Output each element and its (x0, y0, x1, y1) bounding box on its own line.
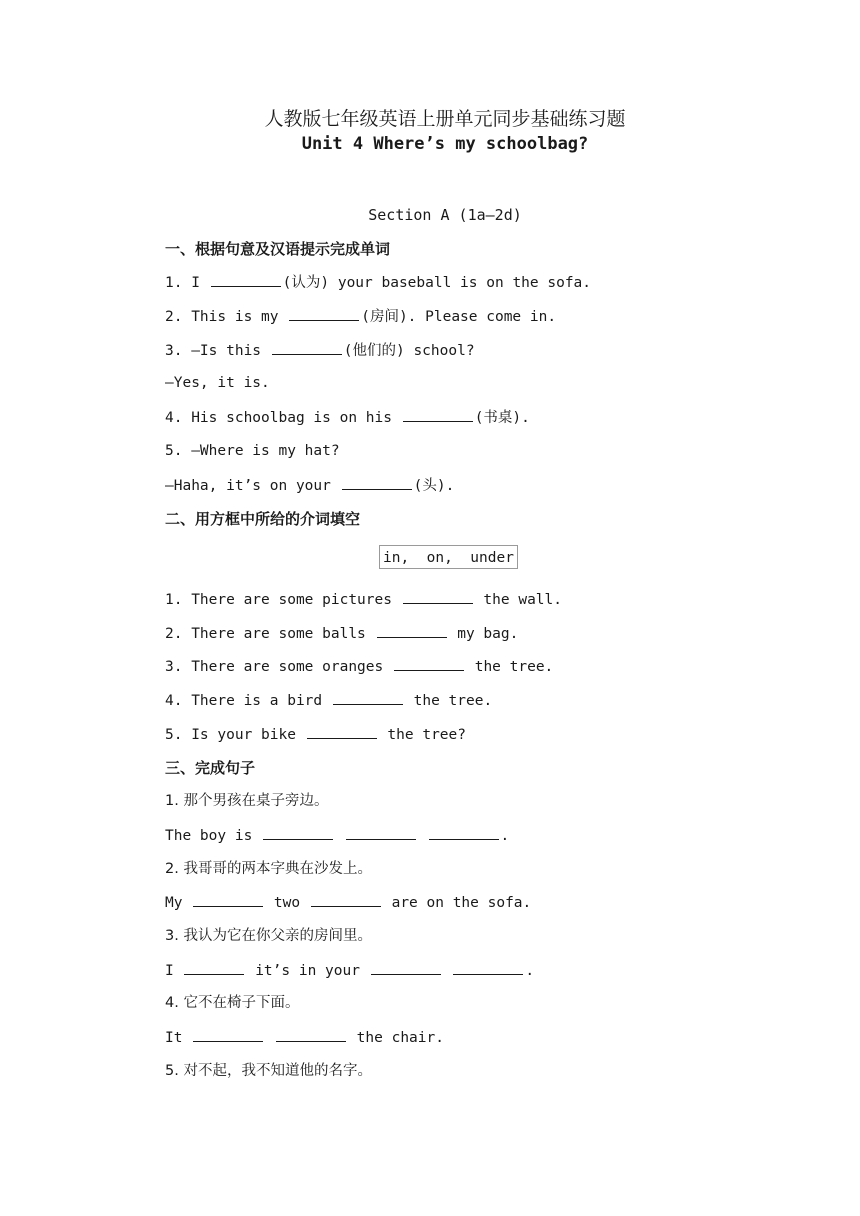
part3-heading: 三、完成句子 (165, 759, 256, 777)
part1-question-2: 2. This is my (房间). Please come in. (165, 306, 556, 327)
part1-heading: 一、根据句意及汉语提示完成单词 (165, 240, 391, 258)
part3-question-4-chinese: 4. 它不在椅子下面。 (165, 995, 300, 1011)
answer-blank[interactable] (276, 1027, 346, 1042)
answer-blank[interactable] (263, 825, 333, 840)
worksheet-title-english: Unit 4 Where’s my schoolbag? (301, 134, 589, 154)
section-title: Section A (1a—2d) (368, 206, 522, 224)
answer-blank[interactable] (403, 589, 473, 604)
answer-blank[interactable] (371, 960, 441, 975)
worksheet-title-chinese: 人教版七年级英语上册单元同步基础练习题 (264, 108, 626, 130)
part1-question-5: 5. —Where is my hat? (165, 443, 340, 459)
answer-blank[interactable] (346, 825, 416, 840)
part2-question-4: 4. There is a bird the tree. (165, 690, 492, 711)
part3-question-4-english: It the chair. (165, 1027, 444, 1048)
answer-blank[interactable] (429, 825, 499, 840)
word-box: in, on, under (379, 545, 518, 569)
answer-blank[interactable] (289, 306, 359, 321)
part3-question-2-chinese: 2. 我哥哥的两本字典在沙发上。 (165, 861, 372, 877)
part3-question-1-english: The boy is . (165, 825, 509, 846)
answer-blank[interactable] (453, 960, 523, 975)
part1-question-5-answer: —Haha, it’s on your (头). (165, 475, 454, 496)
answer-blank[interactable] (403, 407, 473, 422)
part3-question-3-english: I it’s in your . (165, 960, 534, 981)
part1-question-3-answer: —Yes, it is. (165, 375, 270, 391)
answer-blank[interactable] (311, 892, 381, 907)
part2-question-5: 5. Is your bike the tree? (165, 724, 466, 745)
part2-question-3: 3. There are some oranges the tree. (165, 656, 553, 677)
answer-blank[interactable] (211, 272, 281, 287)
answer-blank[interactable] (377, 623, 447, 638)
answer-blank[interactable] (193, 1027, 263, 1042)
part3-question-2-english: My two are on the sofa. (165, 892, 531, 913)
part2-heading: 二、用方框中所给的介词填空 (165, 510, 361, 528)
answer-blank[interactable] (193, 892, 263, 907)
answer-blank[interactable] (333, 690, 403, 705)
answer-blank[interactable] (307, 724, 377, 739)
part3-question-1-chinese: 1. 那个男孩在桌子旁边。 (165, 793, 329, 809)
answer-blank[interactable] (394, 656, 464, 671)
answer-blank[interactable] (272, 340, 342, 355)
part1-question-1: 1. I (认为) your baseball is on the sofa. (165, 272, 591, 293)
part3-question-3-chinese: 3. 我认为它在你父亲的房间里。 (165, 928, 372, 944)
answer-blank[interactable] (342, 475, 412, 490)
answer-blank[interactable] (184, 960, 244, 975)
part1-question-3: 3. —Is this (他们的) school? (165, 340, 475, 361)
part3-question-5-chinese: 5. 对不起，我不知道他的名字。 (165, 1063, 372, 1079)
part2-question-2: 2. There are some balls my bag. (165, 623, 518, 644)
part1-question-4: 4. His schoolbag is on his (书桌). (165, 407, 530, 428)
part2-question-1: 1. There are some pictures the wall. (165, 589, 562, 610)
